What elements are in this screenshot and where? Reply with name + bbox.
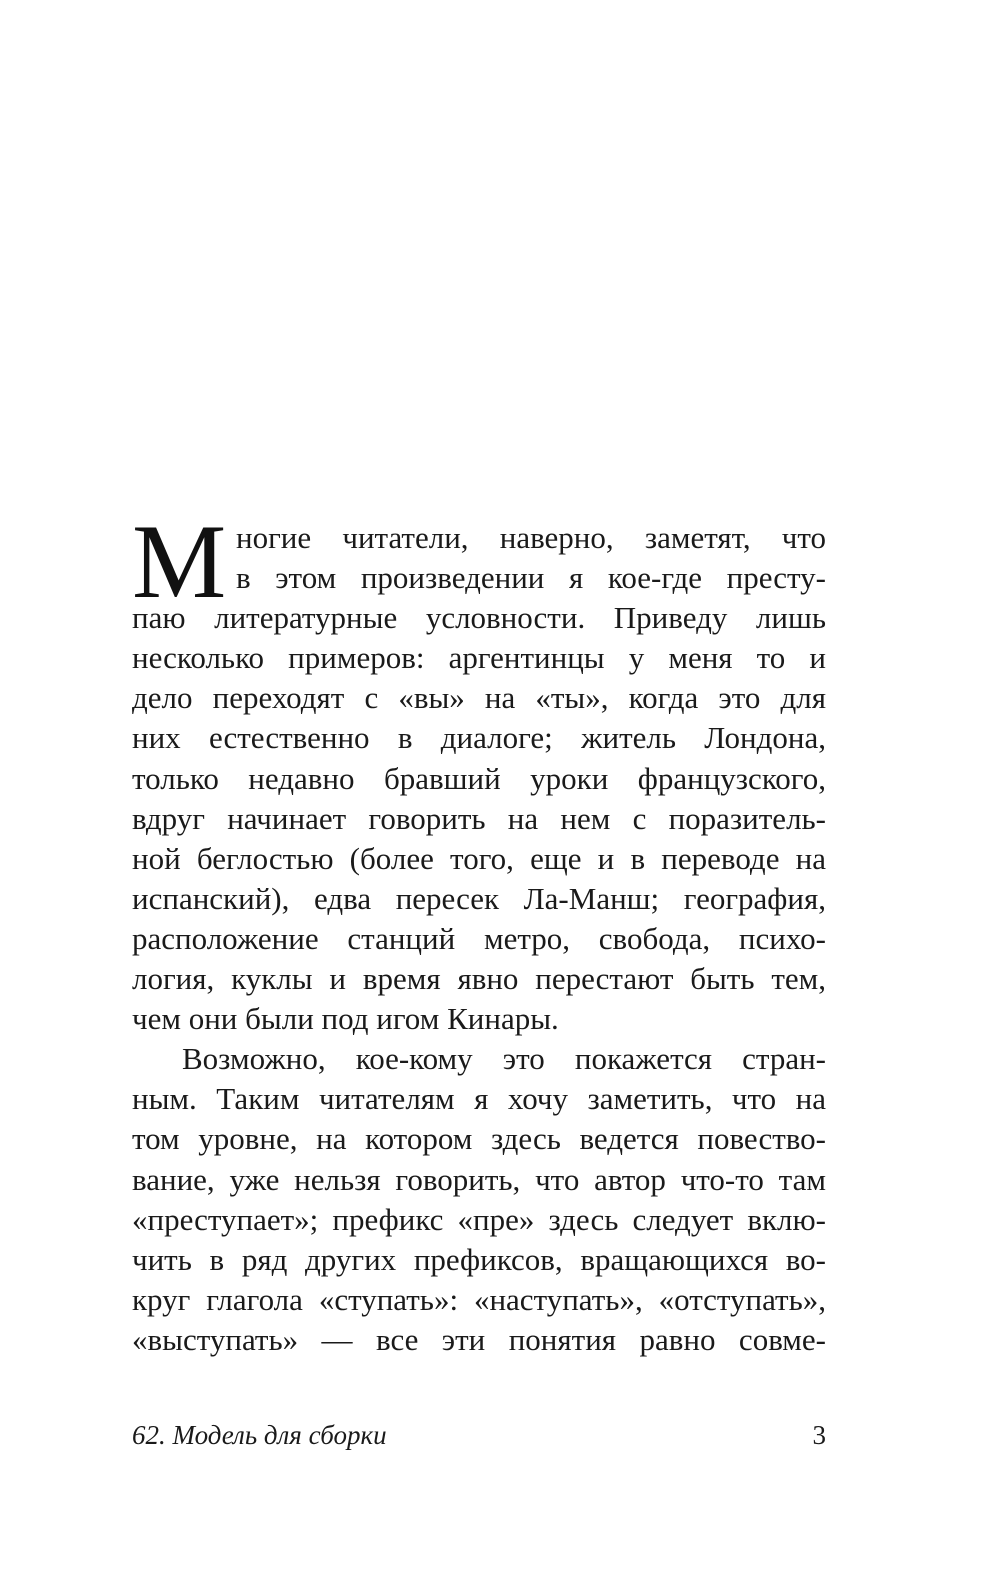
text-line: круг глагола «ступать»: «наступать», «отступать», bbox=[132, 1281, 826, 1317]
text-line: испанский), едва пересек Ла-Манш; география, bbox=[132, 880, 826, 916]
text-line: вание, уже нельзя говорить, что автор что-то там bbox=[132, 1161, 826, 1197]
drop-cap: М bbox=[132, 503, 227, 620]
text-line: ногие читатели, наверно, заметят, что bbox=[236, 520, 826, 555]
text-line: чем они были под игом Кинары. bbox=[132, 1001, 559, 1037]
text-line: чить в ряд других префиксов, вращающихся во- bbox=[132, 1241, 826, 1277]
text-line: Возможно, кое-кому это покажется стран- bbox=[182, 1041, 826, 1077]
body-text bbox=[132, 503, 826, 1360]
text-line: «преступает»; префикс «пре» здесь следует вклю- bbox=[132, 1201, 826, 1237]
text-line: ной беглостью (более того, еще и в переводе на bbox=[132, 840, 826, 876]
text-line: «выступать» — все эти понятия равно совме- bbox=[132, 1321, 826, 1357]
text-line: ным. Таким читателям я хочу заметить, что на bbox=[132, 1081, 826, 1117]
text-line: только недавно бравший уроки французского, bbox=[132, 760, 826, 796]
text-line: логия, куклы и время явно перестают быть тем, bbox=[132, 961, 826, 997]
text-line: вдруг начинает говорить на нем с поразитель- bbox=[132, 800, 826, 836]
paragraph-1 bbox=[132, 503, 826, 1039]
text-line: паю литературные условности. Приведу лишь bbox=[132, 600, 826, 636]
text-line: несколько примеров: аргентинцы у меня то и bbox=[132, 640, 826, 676]
page-number: 3 bbox=[812, 1420, 826, 1450]
text-line: в этом произведении я кое-где престу- bbox=[236, 560, 826, 596]
text-line: них естественно в диалоге; житель Лондона, bbox=[132, 720, 826, 756]
text-line: расположение станций метро, свобода, психо- bbox=[132, 920, 826, 956]
text-line: том уровне, на котором здесь ведется повество- bbox=[132, 1121, 826, 1157]
running-footer-title: 62. Модель для сборки bbox=[132, 1420, 387, 1450]
paragraph-2 bbox=[132, 1039, 826, 1360]
text-line: дело переходят с «вы» на «ты», когда это для bbox=[132, 680, 826, 716]
